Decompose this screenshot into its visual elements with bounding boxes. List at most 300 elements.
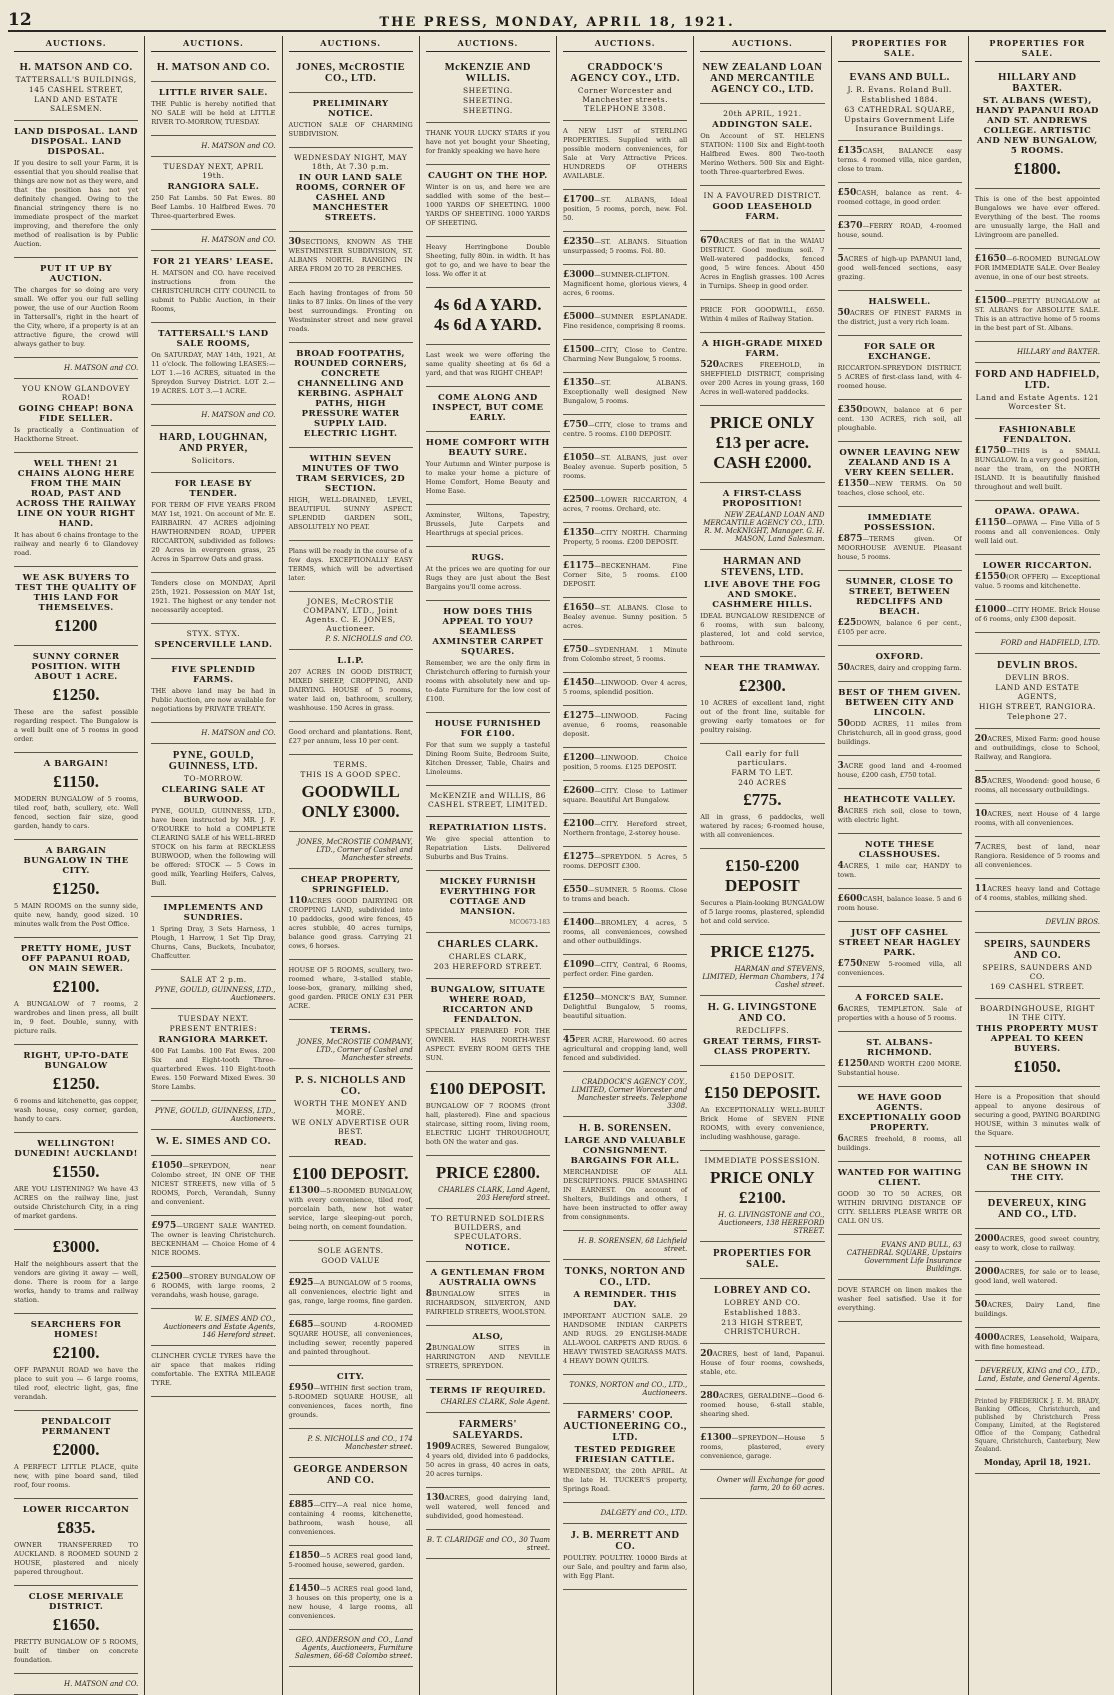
listing-description: —CITY, Close to Centre. Charming New Bungalow, 5 rooms.: [563, 346, 688, 363]
advertisement: [426, 123, 550, 165]
ad-subline: 20th APRIL, 1921.: [723, 109, 802, 118]
advertisement: [838, 183, 962, 216]
ad-body-text: 400 Fat Lambs. 100 Fat Ewes. 200 Six and Eight-tooth Three-quarterbred Ewes. 110 Eight-tooth Ewes. 150 Forward Mixed Ewes. 30 Store Lambs.: [151, 1047, 276, 1091]
ad-body-text: OWNER TRANSFERRED TO AUCKLAND. 8 ROOMED SOUND 2 HOUSE, plastered and nicely papered throughout.: [14, 1541, 139, 1576]
listing-price: 6: [837, 1134, 844, 1144]
advertisement: [563, 1524, 687, 1590]
listing-description: —BROMLEY, 4 acres, 5 rooms, all conveniences, cowshed and other outbuildings.: [563, 919, 688, 945]
advertisement: [563, 523, 687, 556]
ad-body-text: 5 MAIN ROOMS on the sunny side, quite new, handy, good sized. 10 minutes walk from the Post Office.: [14, 902, 139, 928]
property-listing: [975, 519, 1100, 546]
listing-description: (OR OFFER) — Exceptional value. 5 rooms and kitchenette.: [974, 573, 1100, 590]
ad-price: £835.: [57, 1518, 96, 1537]
advertisement: [838, 756, 962, 789]
property-listing: [975, 1301, 1100, 1319]
ad-heading: SUNNY CORNER POSITION. WITH ABOUT 1 ACRE.: [31, 652, 121, 682]
ad-signature: TONKS, NORTON and CO., LTD., Auctioneers.: [569, 1381, 688, 1397]
advertisement: [975, 837, 1100, 879]
ad-signature: CRADDOCK'S AGENCY COY., LIMITED, Corner Worcester and Manchester streets. Telephone 3308.: [571, 1078, 688, 1110]
advertisement: [151, 897, 275, 970]
listing-price: £1175: [563, 561, 595, 571]
advertisement: [426, 1380, 550, 1413]
ad-body-text: MERCHANDISE OF ALL DESCRIPTIONS. PRICE SMASHING IN EARNEST. On account of Shelters, Buildings and others, I have been instructed to offer away from consignments.: [563, 1168, 688, 1221]
advertisement: [838, 442, 962, 507]
page-number: 12: [8, 10, 32, 30]
advertisement: [563, 781, 687, 814]
advertisement: [289, 1579, 413, 1630]
listing-price: £925: [288, 1278, 314, 1288]
ad-body-text: A NEW LIST of STERLING PROPERTIES. Supplied with all possible modern conveniences, for Sale at Very Attractive Prices. HUNDREDS OF OTHERS AVAILABLE.: [563, 127, 688, 180]
advertisement: [838, 682, 962, 756]
advertisement: [700, 1151, 824, 1242]
listing-description: —CITY. Hereford street, Northern frontage, 2-storey house.: [563, 820, 688, 837]
ad-subline: SHEETING.: [462, 106, 513, 115]
property-listing: [838, 147, 962, 174]
property-listing: [838, 1005, 962, 1023]
ad-subline: LAND AND ESTATE AGENTS,: [995, 683, 1080, 701]
advertisement: [563, 490, 687, 523]
ad-price: PRICE ONLY £13 per acre. CASH £2000.: [710, 413, 815, 472]
ad-subline: IMMEDIATE POSSESSION.: [704, 1156, 821, 1165]
ad-signature: HILLARY and BAXTER.: [1017, 348, 1100, 356]
advertisement: [289, 1020, 413, 1069]
property-listing: [975, 810, 1100, 828]
ad-price: £100 DEPOSIT.: [429, 1079, 546, 1098]
advertisement: [700, 657, 824, 744]
listing-description: ACRES, TEMPLETON. Sale of properties with a house of 5 rooms.: [837, 1005, 962, 1022]
ad-signature: W. E. SIMES AND CO., Auctioneers and Estate Agents, 146 Hereford street.: [163, 1315, 276, 1339]
advertiser-name: FARMERS' SALEYARDS.: [452, 1419, 523, 1441]
listing-description: —SUMNER ESPLANADE. Fine residence, comprising 8 rooms.: [563, 313, 688, 330]
ad-body-text: Each having frontages of from 50 links to 87 links. On lines of the very best surroundings. Fronting on Westminster street and new gravel roads.: [288, 289, 413, 333]
ad-heading: ADDINGTON SALE.: [712, 120, 813, 130]
ad-subline: IN A FAVOURED DISTRICT.: [703, 191, 822, 200]
listing-price: £1250: [837, 1059, 869, 1069]
advertisement: [289, 1315, 413, 1366]
listing-description: CASH, balance lease. 5 and 6 room house.: [837, 895, 962, 912]
listing-price: £1350: [563, 528, 595, 538]
listing-description: ACRES OF FINEST FARMS in the district, just a very rich loam.: [837, 309, 962, 326]
ad-subline: WORTH THE MONEY AND MORE.: [293, 1099, 408, 1117]
advertisement: [700, 1242, 824, 1279]
advertisement: [838, 922, 962, 987]
listing-description: —ST. ALBANS. Exceptionally well designed New Bungalow, 5 rooms.: [563, 379, 688, 405]
listing-description: —SYDENHAM. 1 Minute from Colombo street, 5 rooms.: [563, 646, 688, 663]
ad-heading: TERMS.: [330, 1026, 372, 1036]
property-listing: [975, 843, 1100, 870]
advertiser-name: H. MATSON AND CO.: [19, 62, 133, 73]
advertisement: [838, 571, 962, 646]
ad-heading: IMMEDIATE POSSESSION.: [863, 513, 936, 533]
ad-body-text: THE above land may be had in Public Auction, are now available for negotiations by PRIVATE TREATY.: [151, 687, 276, 713]
advertisement: [563, 748, 687, 781]
advertisement: [838, 1235, 962, 1280]
ad-subline: Call early for full particulars.: [725, 749, 800, 767]
listing-price: 110: [288, 896, 308, 906]
column-header: AUCTIONS.: [151, 36, 275, 52]
advertisement: [700, 186, 824, 231]
property-listing: [289, 1187, 413, 1232]
property-listing: [563, 853, 687, 871]
ad-heading: OXFORD.: [875, 652, 924, 662]
property-listing: [700, 1434, 824, 1461]
listing-price: 30: [288, 237, 302, 247]
listing-description: —SUMNER. 5 Rooms. Close to trams and beach.: [563, 886, 688, 903]
property-listing: [426, 1494, 550, 1521]
ad-heading: COME ALONG AND INSPECT, BUT COME EARLY.: [432, 393, 544, 423]
listing-description: AND WORTH £200 MORE. Substantial house.: [837, 1060, 962, 1077]
advertisement: [14, 1499, 138, 1586]
ad-heading: RIGHT, UP-TO-DATE BUNGALOW: [23, 1051, 129, 1071]
ad-subline: 145 CASHEL STREET,: [28, 85, 124, 94]
listing-price: 7: [974, 842, 982, 852]
ad-signature: H. MATSON and CO.: [64, 364, 139, 372]
listing-price: £1275: [563, 711, 595, 721]
advertisement: [151, 157, 275, 230]
advertisement: [975, 1361, 1100, 1390]
ad-body-text: A PERFECT LITTLE PLACE, quite new, with pine board sand, tiled roof, four rooms.: [14, 1463, 139, 1489]
advertisement: [975, 1087, 1100, 1147]
advertisement: [426, 1072, 550, 1156]
advertisement: [700, 1386, 824, 1428]
ad-subline: YOU KNOW GLANDOVEY ROAD!: [22, 384, 131, 402]
ad-body-text: PRETTY BUNGALOW OF 5 ROOMS, built of timber on concrete foundation.: [14, 1638, 139, 1664]
column-header: AUCTIONS.: [426, 36, 550, 52]
ad-body-text: These are the safest possible regarding respect. The Bungalow is a well built one of 5 rooms in good order.: [14, 708, 139, 743]
ad-reference-code: MCO673-183: [509, 919, 550, 926]
advertisement: [426, 288, 550, 345]
advertisement: [700, 406, 824, 483]
advertisement: [151, 1216, 275, 1267]
advertisement: [14, 646, 138, 753]
advertisement: [563, 1503, 687, 1524]
ad-heading: SUMNER, CLOSE TO STREET, BETWEEN REDCLIFFS AND BEACH.: [845, 577, 954, 617]
advertisement: [426, 713, 550, 786]
columns-container: [8, 36, 1106, 1688]
advertisement: [289, 148, 413, 232]
advertisement: [426, 1530, 550, 1559]
ad-heading: HOME COMFORT WITH BEAUTY SURE.: [425, 438, 550, 458]
advertisement: [700, 550, 824, 657]
advertiser-name: PYNE, GOULD, GUINNESS, LTD.: [168, 750, 258, 772]
advertisement: [563, 913, 687, 955]
listing-description: —ST. ALBANS, just over Bealey avenue. Superb position, 5 rooms.: [563, 454, 688, 480]
advertisement: [426, 1262, 550, 1326]
advertisement: [700, 1066, 824, 1151]
ad-signature: DALGETY and CO., LTD.: [600, 1509, 688, 1517]
advertisement: [289, 1495, 413, 1546]
ad-heading: A BARGAIN BUNGALOW IN THE CITY.: [23, 846, 129, 876]
property-listing: [563, 994, 687, 1021]
advertisement: [838, 1032, 962, 1087]
ad-heading: LAND DISPOSAL. LAND DISPOSAL. LAND DISPOSAL.: [14, 127, 139, 157]
ad-subline: THIS IS A GOOD SPEC.: [300, 770, 401, 779]
ad-heading: NEAR THE TRAMWAY.: [704, 663, 821, 673]
advertiser-name: TONKS, NORTON AND CO., LTD.: [564, 1266, 686, 1288]
listing-description: —CITY HOME. Brick House of 6 rooms, only £300 deposit.: [974, 606, 1100, 623]
ad-heading: PRELIMINARY NOTICE.: [312, 99, 389, 119]
listing-price: £1750: [974, 446, 1007, 456]
ad-subline: 203 HEREFORD STREET.: [433, 962, 542, 971]
advertisement: [700, 56, 824, 104]
listing-price: 4: [837, 861, 844, 871]
advertisement: [838, 1162, 962, 1235]
advertisement: [14, 1045, 138, 1133]
ad-price: £1800.: [1014, 159, 1061, 178]
advertisement: [975, 189, 1100, 249]
advertisement: [426, 1413, 550, 1488]
ad-body-text: Half the neighbours assert that the vendors are giving it away — well, done. There is room for a large works, handy to trams and railway station.: [14, 1260, 139, 1304]
advertisement: [563, 706, 687, 748]
ad-heading: A FIRST-CLASS PROPOSITION!: [722, 489, 803, 509]
listing-price: 3: [837, 761, 844, 771]
listing-description: BUNGALOW SITES in HARRINGTON AND NEVILLE STREETS, SPREYDON.: [425, 1344, 550, 1370]
listing-price: £1300: [288, 1186, 320, 1196]
advertiser-name: SPEIRS, SAUNDERS AND CO.: [984, 939, 1091, 961]
property-listing: [289, 1279, 413, 1306]
ad-price: £1150.: [53, 772, 100, 791]
listing-description: ACRES, next House of 4 large rooms, with all conveniences.: [974, 810, 1100, 827]
property-listing: [563, 238, 687, 256]
listing-description: ACRES, Sewered Bungalow, 4 years old, divided into 6 paddocks, 50 acres in grass, 40 acres in oats, 20 acres turnips.: [425, 1443, 550, 1478]
masthead: [8, 8, 1106, 32]
advertisement: [151, 56, 275, 82]
advertisement: [838, 889, 962, 922]
advertisement: [426, 432, 550, 505]
property-listing: [563, 271, 687, 298]
listing-price: £1500: [563, 345, 595, 355]
ad-price: £1650.: [52, 1615, 100, 1634]
ad-signature: H. MATSON and CO.: [201, 236, 276, 244]
ad-subline: TUESDAY NEXT, APRIL 19th.: [163, 162, 264, 180]
property-listing: [289, 1585, 413, 1621]
property-listing: [838, 406, 962, 433]
ad-body-text: Good orchard and plantations. Rent, £27 per annum, less 10 per cent.: [288, 728, 413, 745]
property-listing: [563, 646, 687, 664]
property-listing: [563, 346, 687, 364]
advertisement: [563, 56, 687, 121]
ad-signature: HARMAN and STEVENS, LIMITED, Herman Chambers, 174 Cashel street.: [702, 965, 825, 989]
property-listing: [563, 886, 687, 904]
advertisement: [289, 56, 413, 93]
ad-subline: TATTERSALL'S BUILDINGS,: [15, 75, 137, 84]
ad-body-text: MODERN BUNGALOW of 5 rooms, tiled roof, bath, scullery, etc. Well fenced, section fair size, good garden, handy to cars.: [14, 795, 139, 830]
listing-description: ACRES of high-up PAPANUI land, good well-fenced sections, easy grazing.: [837, 255, 962, 281]
listing-description: DOWN, balance at 6 per cent. 130 ACRES, rich soil, all ploughable.: [837, 406, 962, 432]
listing-description: —A BUNGALOW of 5 rooms, all conveniences, electric light and gas, range, large rooms, fine garden.: [288, 1279, 413, 1305]
ad-heading: PUT IT UP BY AUCTION.: [40, 264, 113, 284]
ad-signature: EVANS AND BULL, 63 CATHEDRAL SQUARE, Upstairs Government Life Insurance Buildings.: [846, 1241, 962, 1273]
ad-heading: HALSWELL.: [868, 297, 931, 307]
advertisement: [151, 970, 275, 1009]
advertisement: [975, 1295, 1100, 1328]
property-listing: [563, 454, 687, 481]
ad-body-text: The charges for so doing are very small. We offer you our full selling power, the use of our Auction Room in Tattersall's, right in the heart of the City, where, if a property is at an attractive figure, the crowd will always gather to buy.: [14, 286, 139, 348]
listing-price: £1050: [563, 453, 595, 463]
ad-body-text: For that sum we supply a tasteful Dining Room Suite, Bedroom Suite, Kitchen Dresser, Table, Chairs and Linoleums.: [425, 741, 550, 776]
ad-subline: LOBREY AND CO.: [724, 1298, 801, 1307]
ad-heading: WITHIN SEVEN MINUTES OF TWO TRAM SERVICES, 2D SECTION.: [296, 454, 406, 494]
ad-heading: OWNER LEAVING NEW ZEALAND AND IS A VERY KEEN SELLER.: [839, 448, 960, 478]
advertisement: [14, 258, 138, 358]
advertisement: [289, 343, 413, 448]
listing-price: £750: [563, 645, 589, 655]
advertisement: [151, 573, 275, 624]
advertisement: [14, 840, 138, 938]
advertisement: [975, 654, 1100, 729]
property-listing: [289, 1384, 413, 1420]
advertisement: [838, 66, 962, 141]
advertisement: [151, 1309, 275, 1346]
ad-heading: CLOSE MERIVALE DISTRICT.: [28, 1592, 124, 1612]
property-listing: [975, 1268, 1100, 1286]
property-listing: [975, 297, 1100, 333]
listing-price: £1650: [563, 603, 595, 613]
advertisement: [426, 505, 550, 547]
listing-description: ACRES heavy land and Cottage of 4 rooms, stables, milking shed.: [974, 885, 1100, 902]
property-listing: [563, 379, 687, 406]
listing-price: 50: [837, 663, 851, 673]
ad-signature: H. MATSON and CO.: [201, 411, 276, 419]
advertisement: [563, 1117, 687, 1231]
property-listing: [838, 720, 962, 747]
advertisement: [838, 646, 962, 682]
ad-subline: McKENZIE and WILLIS, 86 CASHEL STREET, LIMITED.: [427, 791, 548, 809]
column-3: [283, 36, 420, 1695]
listing-price: £2350: [563, 237, 595, 247]
listing-description: ACRES, Mixed Farm: good house and outbuildings, close to School, Railway, and Rangiora.: [974, 735, 1100, 761]
advertisement: [151, 1130, 275, 1156]
advertisement: [975, 600, 1100, 633]
ad-heading: A REMINDER. THIS DAY.: [573, 1290, 677, 1310]
ad-body-text: RICCARTON-SPREYDON DISTRICT. 5 ACRES of first-class land, with 4-roomed house.: [837, 364, 962, 390]
advertisement: [289, 1157, 413, 1241]
advertiser-name: H. B. SORENSEN.: [578, 1123, 672, 1134]
advertisement: [289, 960, 413, 1020]
ad-signature: CHARLES CLARK, Land Agent, 203 Hereford street.: [438, 1186, 550, 1202]
property-listing: [151, 1162, 275, 1207]
advertisement: [563, 232, 687, 265]
advertisement: [563, 190, 687, 232]
ad-body-text: IDEAL BUNGALOW RESIDENCE of 6 rooms, with sun balcony, plastered, lot and cold service, bathroom.: [700, 612, 825, 647]
ad-body-text: DOVE STARCH on linen makes the washer feel satisfied. Use it for everything.: [837, 1286, 962, 1312]
listing-description: ACRES FREEHOLD, in SHEFFIELD DISTRICT, comprising over 200 Acres in young grass, 160 Acres in well-watered paddocks.: [700, 361, 825, 396]
advertisement: [975, 66, 1100, 189]
property-listing: [563, 787, 687, 805]
listing-price: £600: [837, 894, 863, 904]
ad-price: GOODWILL ONLY £3000.: [301, 782, 400, 821]
listing-description: —ST. ALBANS, Ideal position, 5 rooms, porch, new. Fol. 50.: [563, 196, 688, 222]
listing-price: £3000: [563, 270, 595, 280]
advertisement: [563, 673, 687, 706]
ad-body-text: Tenders close on MONDAY, April 25th, 1921. Possession on MAY 1st, 1921. The highest or any tender not necessarily accepted.: [151, 579, 276, 614]
ad-price: £1250.: [52, 685, 100, 704]
advertiser-name: NEW ZEALAND LOAN AND MERCANTILE AGENCY CO., LTD.: [702, 62, 823, 95]
property-listing: [426, 1443, 550, 1479]
advertisement: [700, 333, 824, 406]
advertisement: [975, 555, 1100, 600]
listing-price: 10: [974, 809, 988, 819]
ad-price: £150-£200 DEPOSIT: [725, 856, 800, 895]
listing-description: —NEW TERMS. On 50 teaches, close school, etc.: [837, 480, 962, 497]
ad-heading: WANTED FOR WAITING CLIENT.: [837, 1168, 962, 1188]
ad-heading: READ.: [334, 1138, 367, 1148]
ad-body-text: 10 ACRES of excellent land, right out of the front line, suitable for growing early tomatoes or for poultry raising.: [700, 699, 825, 734]
listing-description: ACRES, good dairying land, well watered, well fenced and subdivided, good homestead.: [425, 1494, 550, 1520]
ad-body-text: Secures a Plain-looking BUNGALOW of 5 large rooms, plastered, splendid hot and cold service.: [700, 899, 825, 925]
advertisement: [151, 624, 275, 659]
ad-body-text: PRICE FOR GOODWILL, £650. Within 4 miles of Railway Station.: [700, 306, 825, 323]
listing-price: 50: [837, 308, 851, 318]
listing-price: £1090: [563, 960, 595, 970]
advertisement: [151, 405, 275, 426]
listing-price: 8: [837, 806, 844, 816]
ad-signature: P. S. NICHOLLS and CO., 174 Manchester street.: [307, 1435, 413, 1451]
ad-price: PRICE ONLY £2100.: [710, 1168, 815, 1207]
ad-body-text: On Account of ST. HELENS STATION: 1100 Six and Eight-tooth Halfbred Ewes. 800 Two-tooth Merino Wethers. 500 Six and Eight-tooth Three-quarterbred Ewes.: [700, 132, 825, 176]
listing-description: —SPREYDON. 5 Acres, 5 rooms. DEPOSIT £300.: [563, 853, 688, 870]
listing-description: ACRES, 1 mile car, HANDY to town.: [837, 862, 962, 879]
column-2: [145, 36, 282, 1695]
ad-subline: 63 CATHEDRAL SQUARE,: [844, 105, 955, 114]
ad-heading: ST. ALBANS (WEST), HANDY PAPANUI ROAD AND ST. ANDREWS COLLEGE. ARTISTIC AND NEW BUNGALOW, 5 ROOMS.: [975, 96, 1099, 156]
listing-description: —CITY NORTH. Charming Property, 5 rooms. £200 DEPOSIT.: [563, 529, 688, 546]
advertisement: [563, 373, 687, 415]
ad-signature: H. G. LIVINGSTONE and CO., Auctioneers, 138 HEREFORD STREET.: [718, 1211, 825, 1235]
advertisement: [563, 307, 687, 340]
property-listing: [975, 777, 1100, 795]
ad-body-text: BUNGALOW OF 7 ROOMS (front hall, plastered). Fine and spacious staircase, sitting room, living room, ELECTRIC LIGHT THROUGHOUT, both ON the water and gas.: [425, 1102, 550, 1146]
listing-description: —LINWOOD. Facing avenue, 6 rooms, reasonable deposit.: [563, 712, 688, 738]
ad-subline: TO RETURNED SOLDIERS BUILDERS, and SPECULATORS.: [431, 1214, 545, 1241]
advertisement: [838, 216, 962, 249]
ad-heading: GREAT TERMS, FIRST-CLASS PROPERTY.: [703, 1037, 822, 1057]
ad-price: £3000.: [52, 1237, 100, 1256]
listing-price: £550: [563, 885, 589, 895]
advertisement: [14, 1133, 138, 1230]
listing-description: —5 ACRES real good land, 3 houses on this property, one is a new house, 4 large rooms, all conveniences.: [288, 1585, 413, 1620]
advertisement: [426, 547, 550, 601]
ad-subline: HIGH STREET, RANGIORA.: [978, 702, 1096, 711]
property-listing: [975, 735, 1100, 762]
ad-body-text: H. MATSON and CO. have received instructions from the CHRISTCHURCH CITY COUNCIL to submit to Public Auction, in their Rooms,: [151, 269, 276, 313]
ad-subline: REDCLIFFS.: [735, 1026, 790, 1035]
listing-description: —SOUND 4-ROOMED SQUARE HOUSE, all conveniences, including sewer, recently papered and painted throughout.: [288, 1321, 413, 1356]
listing-description: —CITY, close to trams and centre. 5 rooms. £100 DEPOSIT.: [563, 421, 688, 438]
advertisement: [426, 345, 550, 387]
advertisement: [426, 601, 550, 713]
ad-heading: FASHIONABLE FENDALTON.: [998, 425, 1076, 445]
advertiser-name: FARMERS' COOP. AUCTIONEERING CO., LTD.: [563, 1410, 687, 1443]
ad-subline: TERMS.: [333, 760, 368, 769]
advertisement: [151, 1267, 275, 1309]
advertisement: [700, 483, 824, 550]
listing-price: 2000: [974, 1267, 1000, 1277]
ad-signature: DEVEREUX, KING and CO., LTD., Land, Estate, and General Agents.: [978, 1367, 1100, 1383]
advertisement: [975, 501, 1100, 555]
ad-heading: OPAWA. OPAWA.: [994, 507, 1081, 517]
ad-body-text: This is one of the best appointed Bungalows we have ever offered. Everything of the best. The rooms are unusually large, the Hall and Livingroom are panelled.: [974, 195, 1100, 239]
ad-subline: CHARLES CLARK,: [448, 952, 527, 961]
ad-heading: L.I.P.: [337, 656, 365, 666]
listing-description: —WITHIN first section tram, 5-ROOMED SQUARE HOUSE, all conveniences, faces north, fine grounds.: [288, 1384, 413, 1419]
ad-signature: DEVLIN BROS.: [1045, 918, 1100, 926]
advertisement: [838, 400, 962, 442]
ad-price: £2300.: [739, 676, 786, 695]
listing-price: 520: [700, 360, 720, 370]
advertisement: [289, 1241, 413, 1273]
listing-description: —CITY. Close to Latimer square. Beautiful Art Bungalow.: [563, 787, 688, 804]
